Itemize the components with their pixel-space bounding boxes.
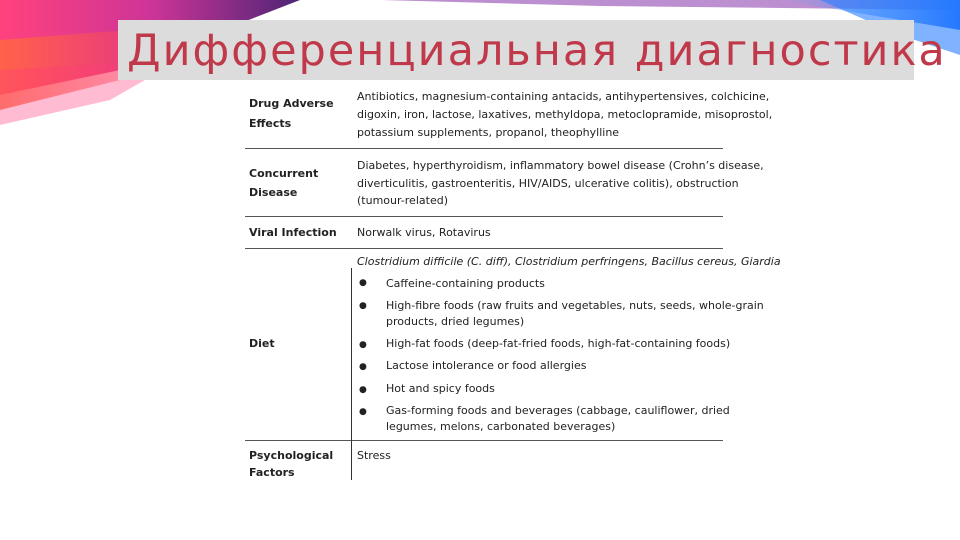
psych-text: Stress [357, 449, 391, 462]
bullet-icon: ● [359, 278, 367, 288]
bullet-icon: ● [359, 301, 367, 311]
viral-label: Viral Infection [249, 226, 337, 239]
drug-label-line-1: Drug Adverse [249, 97, 334, 110]
drug-text-line-2: digoxin, iron, lactose, laxatives, methyldopa, metoclopramide, misoprostol, [357, 108, 773, 121]
psych-label-line-1: Psychological [249, 449, 334, 462]
bullet-icon: ● [359, 385, 367, 395]
concurrent-label-line-1: Concurrent [249, 167, 319, 180]
bullet-icon: ● [359, 362, 367, 372]
diet-item-2-line-1: High-fibre foods (raw fruits and vegetables, nuts, seeds, whole-grain [386, 299, 764, 312]
psych-column-divider [351, 440, 352, 480]
row-divider [245, 216, 723, 217]
diet-item-2-line-2: products, dried legumes) [386, 315, 525, 328]
row-divider [245, 248, 723, 249]
row-divider [245, 440, 723, 441]
diet-label: Diet [249, 337, 275, 350]
diagnosis-table [245, 82, 781, 479]
diet-item-1: Caffeine-containing products [386, 277, 545, 290]
drug-label-line-2: Effects [249, 117, 292, 130]
drug-text-line-1: Antibiotics, magnesium-containing antacids, antihypertensives, colchicine, [357, 90, 770, 103]
diet-item-6-line-2: legumes, melons, carbonated beverages) [386, 420, 616, 433]
viral-text: Norwalk virus, Rotavirus [357, 226, 491, 239]
diet-item-6-line-1: Gas-forming foods and beverages (cabbage, cauliflower, dried [386, 404, 730, 417]
concurrent-label-line-2: Disease [249, 186, 298, 199]
bullet-icon: ● [359, 407, 367, 417]
concurrent-text-line-2: diverticulitis, gastroenteritis, HIV/AIDS, ulcerative colitis), obstruction [357, 177, 739, 190]
psych-label-line-2: Factors [249, 466, 295, 479]
slide-title: Дифференциальная диагностика [127, 26, 947, 76]
diet-item-3: High-fat foods (deep-fat-fried foods, high-fat-containing foods) [386, 337, 731, 350]
diet-column-divider [351, 268, 352, 440]
bullet-icon: ● [359, 340, 367, 350]
drug-text-line-3: potassium supplements, propanol, theophylline [357, 126, 620, 139]
row-divider [245, 148, 723, 149]
concurrent-text-line-1: Diabetes, hyperthyroidism, inflammatory bowel disease (Crohn’s disease, [357, 159, 764, 172]
diet-item-5: Hot and spicy foods [386, 382, 495, 395]
concurrent-text-line-3: (tumour-related) [357, 194, 448, 207]
diet-item-4: Lactose intolerance or food allergies [386, 359, 587, 372]
bacterial-text: Clostridium difficile (C. diff), Clostridium perfringens, Bacillus cereus, Giardia [357, 255, 781, 268]
